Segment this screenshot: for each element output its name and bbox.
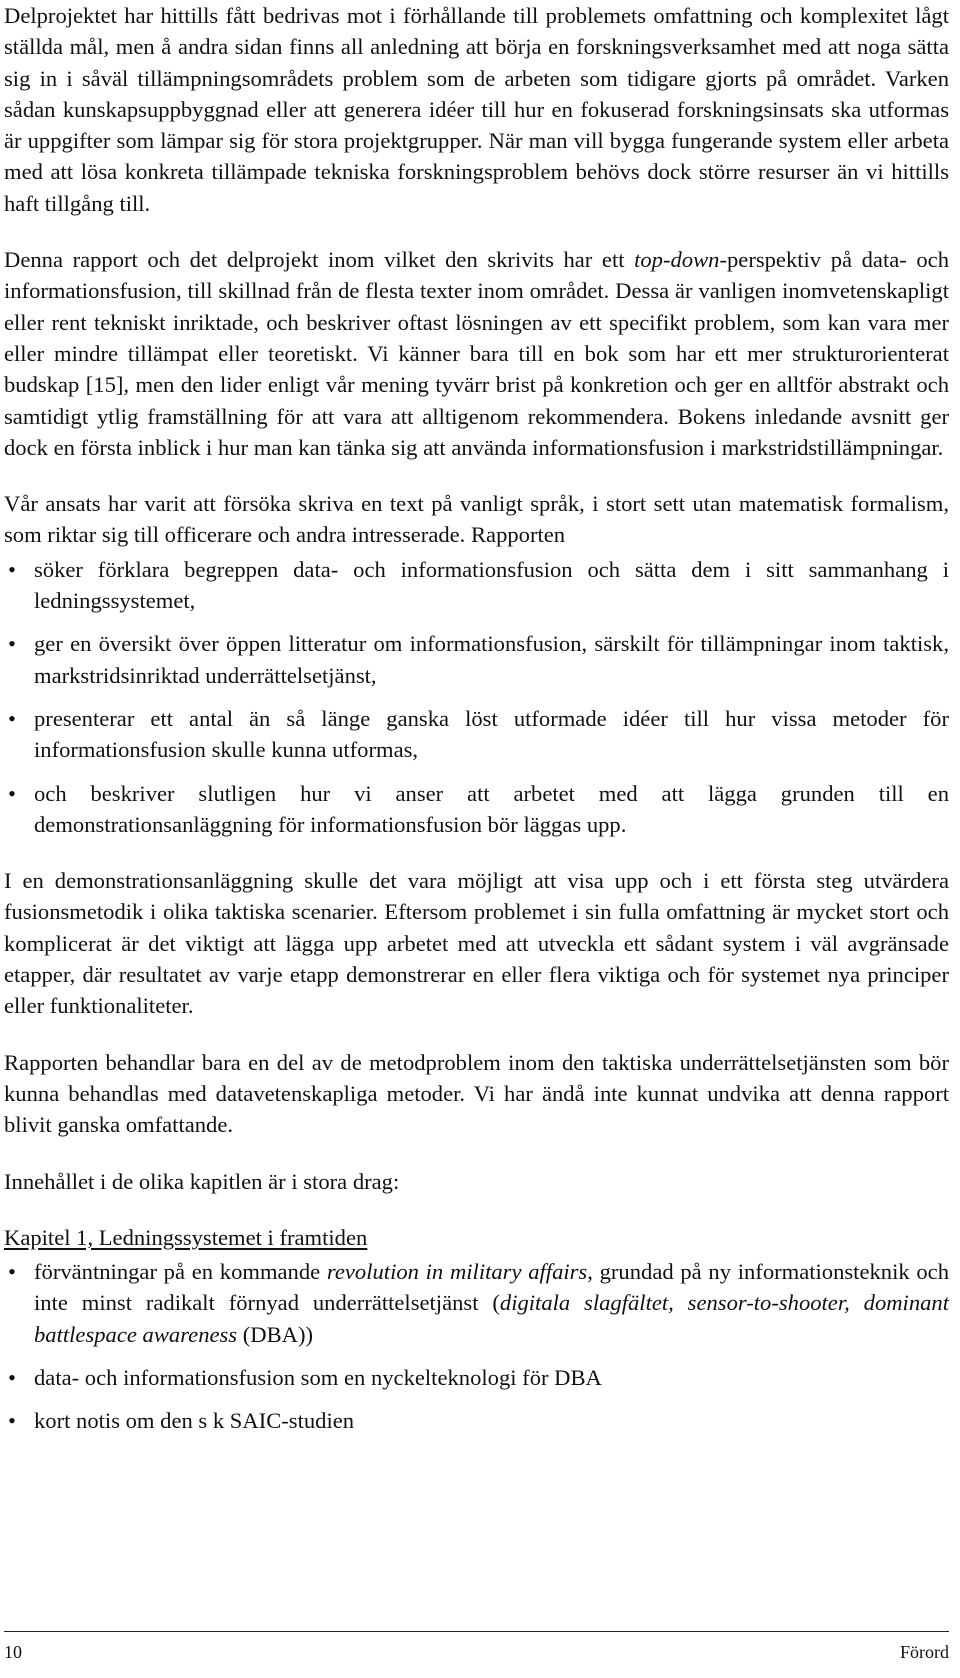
bullet-marker: • xyxy=(8,556,16,582)
list-item xyxy=(4,628,949,691)
paragraph-contents-intro: Innehållet i de olika kapitlen är i stora drag: xyxy=(4,1168,400,1194)
perspective-text-start: Denna rapport och det delprojekt inom vilket den skrivits har ett xyxy=(4,247,635,273)
text-run: , grundad på ny informationsteknik och inte minst radikalt förnyad underrättelsetjänst ( xyxy=(34,1259,950,1316)
bullet-marker: • xyxy=(8,705,16,731)
page-body xyxy=(4,0,949,1449)
perspective-emphasis: top-down xyxy=(634,247,720,273)
report-bullet-list xyxy=(4,554,949,840)
chapter-1-heading: Kapitel 1, Ledningssystemet i framtiden xyxy=(4,1224,368,1250)
perspective-text-end: -perspektiv på data- och informationsfusion, till skillnad från de flesta texter inom området. Dessa är vanligen inomvetenskapligt eller rent tekniskt inriktade, och beskriver oftast lösningen av ett specifikt problem, som kan vara mer eller mindre tillämpat eller teoretiskt. Vi känner bara till en bok som har ett mer strukturorienterat budskap [15], men den lider enligt vår mening tyvärr brist på konkretion och ger en alltför abstrakt och samtidigt ytlig framställning för att vara att alltigenom rekommendera. Bokens inledande avsnitt ger dock en första inblick i hur man kan tänka sig att använda informationsfusion i markstridstillämpningar. xyxy=(4,247,950,460)
text-run: (DBA)) xyxy=(237,1321,314,1347)
list-item xyxy=(4,1362,949,1393)
footer-divider xyxy=(4,1631,949,1632)
list-item-text: kort notis om den s k SAIC-studien xyxy=(34,1408,355,1434)
paragraph-approach: Vår ansats har varit att försöka skriva en text på vanligt språk, i stort sett utan matematisk formalism, som riktar sig till officerare och andra intresserade. Rapporten xyxy=(4,491,949,548)
list-item-text xyxy=(34,1259,949,1347)
bullet-marker: • xyxy=(8,1408,16,1434)
list-item xyxy=(4,1256,949,1350)
emphasis-run: revolution in military affairs xyxy=(326,1259,588,1285)
list-item-text: ger en översikt över öppen litteratur om informationsfusion, särskilt för tillämpningar inom taktisk, markstridsinriktad underrättelsetjänst, xyxy=(34,631,949,688)
chapter-1-bullet-list xyxy=(4,1256,949,1436)
bullet-marker: • xyxy=(8,631,16,657)
list-item xyxy=(4,554,949,617)
list-item-text: presenterar ett antal än så länge ganska löst utformade idéer till hur vissa metoder för informationsfusion skulle kunna utformas, xyxy=(34,705,949,763)
list-item-text: och beskriver slutligen hur vi anser att arbetet med att lägga grunden till en demonstrationsanläggning för informationsfusion bör läggas upp. xyxy=(34,780,949,837)
list-item xyxy=(4,703,949,766)
page-number: 10 xyxy=(4,1642,22,1662)
list-item xyxy=(4,778,949,841)
bullet-marker: • xyxy=(8,780,16,806)
bullet-marker: • xyxy=(8,1259,16,1285)
list-item-text: data- och informationsfusion som en nyckelteknologi för DBA xyxy=(34,1364,602,1390)
section-title: Förord xyxy=(900,1642,949,1662)
paragraph-intro: Delprojektet har hittills fått bedrivas mot i förhållande till problemets omfattning och komplexitet lågt ställda mål, men å andra sidan finns all anledning att börja en forskningsverksamhet med att noga sätta sig in i såväl tillämpningsområdets problem som de arbeten som tidigare gjorts på området. Varken sådan kunskapsuppbyggnad eller att generera idéer till hur en fokuserad forskningsinsats ska utformas är uppgifter som lämpar sig för stora projektgrupper. När man vill bygga fungerande system eller arbeta med att lösa konkreta tillämpade tekniska forskningsproblem behövs dock större resurser än vi hittills haft tillgång till. xyxy=(4,3,949,216)
paragraph-demo: I en demonstrationsanläggning skulle det vara möjligt att visa upp och i ett första steg utvärdera fusionsmetodik i olika taktiska scenarier. Eftersom problemet i sin fulla omfattning är mycket stort och komplicerat är det viktigt att lägga upp arbetet med att utveckla ett sådant system i väl avgränsade etapper, där resultatet av varje etapp demonstrerar en eller flera viktiga och för systemet nya principer eller funktionaliteter. xyxy=(4,868,949,1019)
list-item xyxy=(4,1405,949,1436)
list-item-text: söker förklara begreppen data- och informationsfusion och sätta dem i sitt sammanhang i ledningssystemet, xyxy=(34,556,949,614)
text-run: förväntningar på en kommande xyxy=(34,1259,327,1285)
bullet-marker: • xyxy=(8,1364,16,1390)
paragraph-perspective xyxy=(4,244,949,463)
paragraph-scope: Rapporten behandlar bara en del av de metodproblem inom den taktiska underrättelsetjänsten som bör kunna behandlas med datavetenskapliga metoder. Vi har ändå inte kunnat undvika att denna rapport blivit ganska omfattande. xyxy=(4,1049,949,1138)
emphasis-run: digitala slagfältet, sensor-to-shooter, dominant battlespace awareness xyxy=(34,1290,950,1347)
